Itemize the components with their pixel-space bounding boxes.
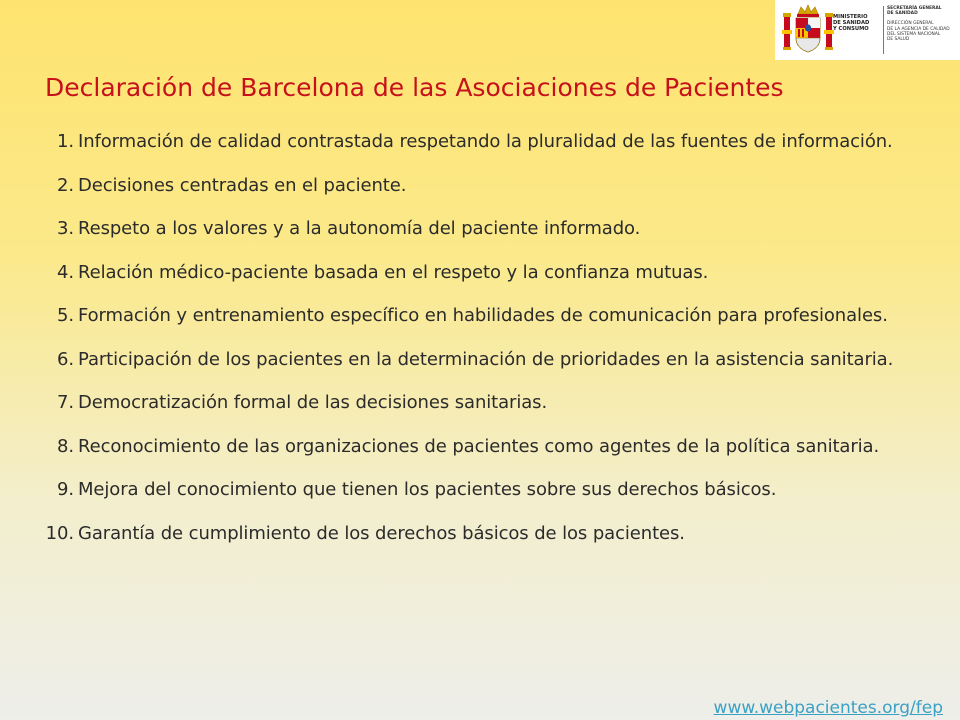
direccion-line: DIRECCIÓN GENERAL — [887, 21, 934, 27]
secretaria-line: DE SANIDAD — [887, 11, 918, 17]
direccion-line: DE LA AGENCIA DE CALIDAD — [887, 26, 950, 32]
item-number: 7. — [57, 392, 74, 413]
item-number: 8. — [57, 435, 74, 457]
item-number: 4. — [57, 261, 74, 283]
item-text: Formación y entrenamiento específico en habilidades de comunicación para profesionales. — [78, 305, 888, 326]
item-text: Reconocimiento de las organizaciones de pacientes como agentes de la política sanitaria. — [78, 435, 880, 457]
item-number: 2. — [57, 174, 74, 196]
item-number: 1. — [57, 131, 74, 152]
list-item — [40, 168, 950, 203]
list-item — [40, 342, 950, 377]
logo-divider — [883, 6, 884, 54]
item-number: 3. — [57, 218, 74, 239]
item-text: Participación de los pacientes en la determinación de prioridades en la asistencia sanitaria. — [78, 348, 894, 370]
secretaria-line: SECRETARÍA GENERAL — [887, 6, 942, 11]
list-item — [40, 298, 950, 333]
item-text: Relación médico-paciente basada en el respeto y la confianza mutuas. — [78, 261, 709, 283]
list-item — [40, 211, 950, 246]
coat-of-arms-icon — [781, 4, 835, 56]
list-item — [40, 472, 950, 507]
list-item — [40, 255, 950, 290]
item-number: 5. — [57, 305, 74, 326]
ministry-line: DE SANIDAD — [833, 20, 870, 27]
item-text: Decisiones centradas en el paciente. — [78, 174, 407, 196]
direccion-line: DEL SISTEMA NACIONAL — [887, 31, 941, 37]
list-item — [40, 429, 950, 464]
item-text: Democratización formal de las decisiones sanitarias. — [78, 392, 548, 413]
item-number: 10. — [45, 522, 74, 544]
ministry-name — [833, 14, 871, 33]
website-link[interactable]: www.webpacientes.org/fep — [713, 698, 943, 718]
item-number: 9. — [57, 479, 74, 500]
direccion-line: DE SALUD — [887, 37, 910, 43]
ministry-line: Y CONSUMO — [833, 26, 869, 33]
item-text: Garantía de cumplimiento de los derechos básicos de los pacientes. — [78, 522, 685, 544]
declaration-list — [40, 124, 950, 559]
ministry-departments — [887, 6, 957, 42]
item-number: 6. — [57, 348, 74, 370]
list-item — [40, 385, 950, 420]
slide-title: Declaración de Barcelona de las Asociaciones de Pacientes — [45, 73, 784, 102]
list-item — [40, 124, 950, 159]
item-text: Mejora del conocimiento que tienen los pacientes sobre sus derechos básicos. — [78, 479, 777, 500]
item-text: Respeto a los valores y a la autonomía del paciente informado. — [78, 218, 641, 239]
list-item — [40, 516, 950, 551]
item-text: Información de calidad contrastada respetando la pluralidad de las fuentes de información. — [78, 131, 893, 152]
ministry-logo — [775, 0, 960, 60]
ministry-line: MINISTERIO — [833, 14, 868, 20]
